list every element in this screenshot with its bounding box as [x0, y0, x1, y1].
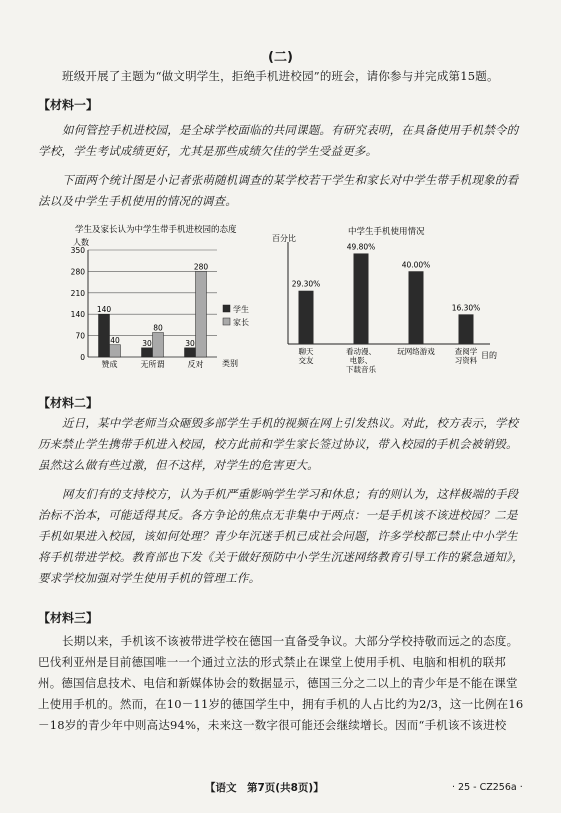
chart2-labels [292, 242, 481, 374]
material3-paragraph1: 长期以来，手机该不该被带进学校在德国一直备受争议。大部分学校持敬而远之的态度。巴伐利亚州是目前德国唯一一个通过立法的形式禁止在课堂上使用手机、电脑和相机的联邦州。德国信息技术、电信和新媒体协会的数据显示，德国三分之二以上的青少年是不能在课堂上使用手机的。然而，在10－11岁的德国学生中，拥有手机的人占比约为2/3，这一比例在16－18岁的青少年中则高达94%，未来这一数字很可能还会继续增长。因而“手机该不该进校 [38, 634, 524, 732]
chart2-category-label: 查阅学 [454, 347, 478, 356]
chart1-ylabel: 人数 [73, 238, 89, 247]
chart2-category-label: 玩网络游戏 [397, 347, 435, 356]
chart2-value-label: 40.00% [401, 260, 431, 270]
chart1-bar-学生 [142, 348, 153, 357]
chart2-category-label: 看动漫、 [346, 347, 376, 356]
chart2-category-label: 下载音乐 [346, 365, 376, 374]
chart1-ytick: 140 [70, 310, 85, 320]
chart1-bar-家长 [196, 271, 207, 357]
chart1-bar-学生 [99, 314, 110, 357]
material1-label: 【材料一】 [38, 98, 99, 112]
page-number: 【语文 第7页(共8页)】 [205, 782, 324, 794]
chart1-ytick: 280 [70, 267, 85, 277]
chart2-title: 中学生手机使用情况 [348, 227, 425, 237]
attitude-chart [55, 222, 270, 380]
chart1-value-label: 280 [193, 262, 209, 272]
chart1-bar-学生 [185, 348, 196, 357]
chart1-category-label: 赞成 [101, 360, 118, 369]
chart1-legend-swatch [223, 305, 230, 312]
chart1-legend-label: 家长 [233, 318, 249, 327]
chart2-xlabel: 目的 [481, 351, 497, 360]
chart2-value-label: 16.30% [451, 303, 481, 313]
chart1-value-label: 80 [153, 323, 163, 333]
chart1-bar-家长 [153, 333, 164, 357]
chart1-value-label: 30 [142, 338, 152, 348]
chart1-xlabel: 类别 [222, 359, 238, 368]
chart1-legend [223, 304, 249, 327]
chart2-category-label: 聊天 [298, 347, 314, 356]
chart1-value-label: 40 [110, 335, 120, 345]
chart2-bar [409, 271, 424, 344]
chart2-ylabel: 百分比 [272, 234, 296, 243]
chart1-ytick: 0 [80, 353, 85, 362]
chart1-ytick: 350 [70, 246, 85, 255]
chart1-title: 学生及家长认为中学生带手机进校园的态度 [75, 225, 237, 235]
material1-paragraph2: 下面两个统计图是小记者张萌随机调查的某学校若干学生和家长对中学生带手机现象的看法以及中学生手机使用的情况的调查。 [38, 173, 519, 208]
material1-paragraph1: 如何管控手机进校园，是全球学校面临的共同课题。有研究表明，在具备使用手机禁令的学校，学生考试成绩更好，尤其是那些成绩欠佳的学生受益更多。 [38, 123, 519, 158]
chart2-bar [354, 253, 369, 344]
chart1-category-label: 反对 [187, 360, 204, 369]
chart1-ytick: 210 [70, 288, 85, 298]
chart1-category-label: 无所谓 [140, 360, 165, 369]
chart2-category-label: 习资料 [454, 356, 478, 365]
usage-chart [268, 222, 513, 380]
intro-paragraph: 班级开展了主题为“做文明学生，拒绝手机进校园”的班会，请你参与并完成第15题。 [62, 69, 499, 83]
chart2-value-label: 29.30% [291, 279, 321, 289]
chart1-legend-swatch [223, 318, 230, 325]
exam-code: · 25 - CZ256a · [452, 782, 523, 793]
chart2-bar [299, 291, 314, 344]
material2-paragraph1: 近日，某中学老师当众砸毁多部学生手机的视频在网上引发热议。对此，校方表示，学校历来禁止学生携带手机进入校园，校方此前和学生家长签过协议，带入校园的手机会被销毁。虽然这么做有些过激，但不这样，对学生的危害更大。 [38, 416, 519, 472]
chart1-legend-label: 学生 [233, 305, 249, 314]
material2-label: 【材料二】 [38, 396, 99, 410]
chart1-bar-家长 [110, 345, 121, 357]
chart2-bar [459, 314, 474, 344]
chart1-value-label: 30 [185, 338, 195, 348]
material3-label: 【材料三】 [38, 611, 99, 625]
section-heading: (二) [268, 50, 293, 65]
material2-paragraph2: 网友们有的支持校方，认为手机严重影响学生学习和休息；有的则认为，这样极端的手段治标不治本，可能适得其反。各方争论的焦点无非集中于两点：一是手机该不该进校园？二是手机如果进入校园，该如何处理？青少年沉迷手机已成社会问题，许多学校都已禁止中小学生将手机带进学校。教育部也下发《关于做好预防中小学生沉迷网络教育引导工作的紧急通知》，要求学校加强对学生使用手机的管理工作。 [38, 487, 524, 585]
chart1-ytick: 70 [75, 331, 85, 341]
chart1-value-label: 140 [96, 305, 112, 315]
chart2-bars [299, 253, 474, 344]
chart2-category-label: 交友 [298, 356, 314, 365]
chart2-category-label: 电影、 [349, 356, 373, 365]
chart2-value-label: 49.80% [346, 242, 376, 252]
